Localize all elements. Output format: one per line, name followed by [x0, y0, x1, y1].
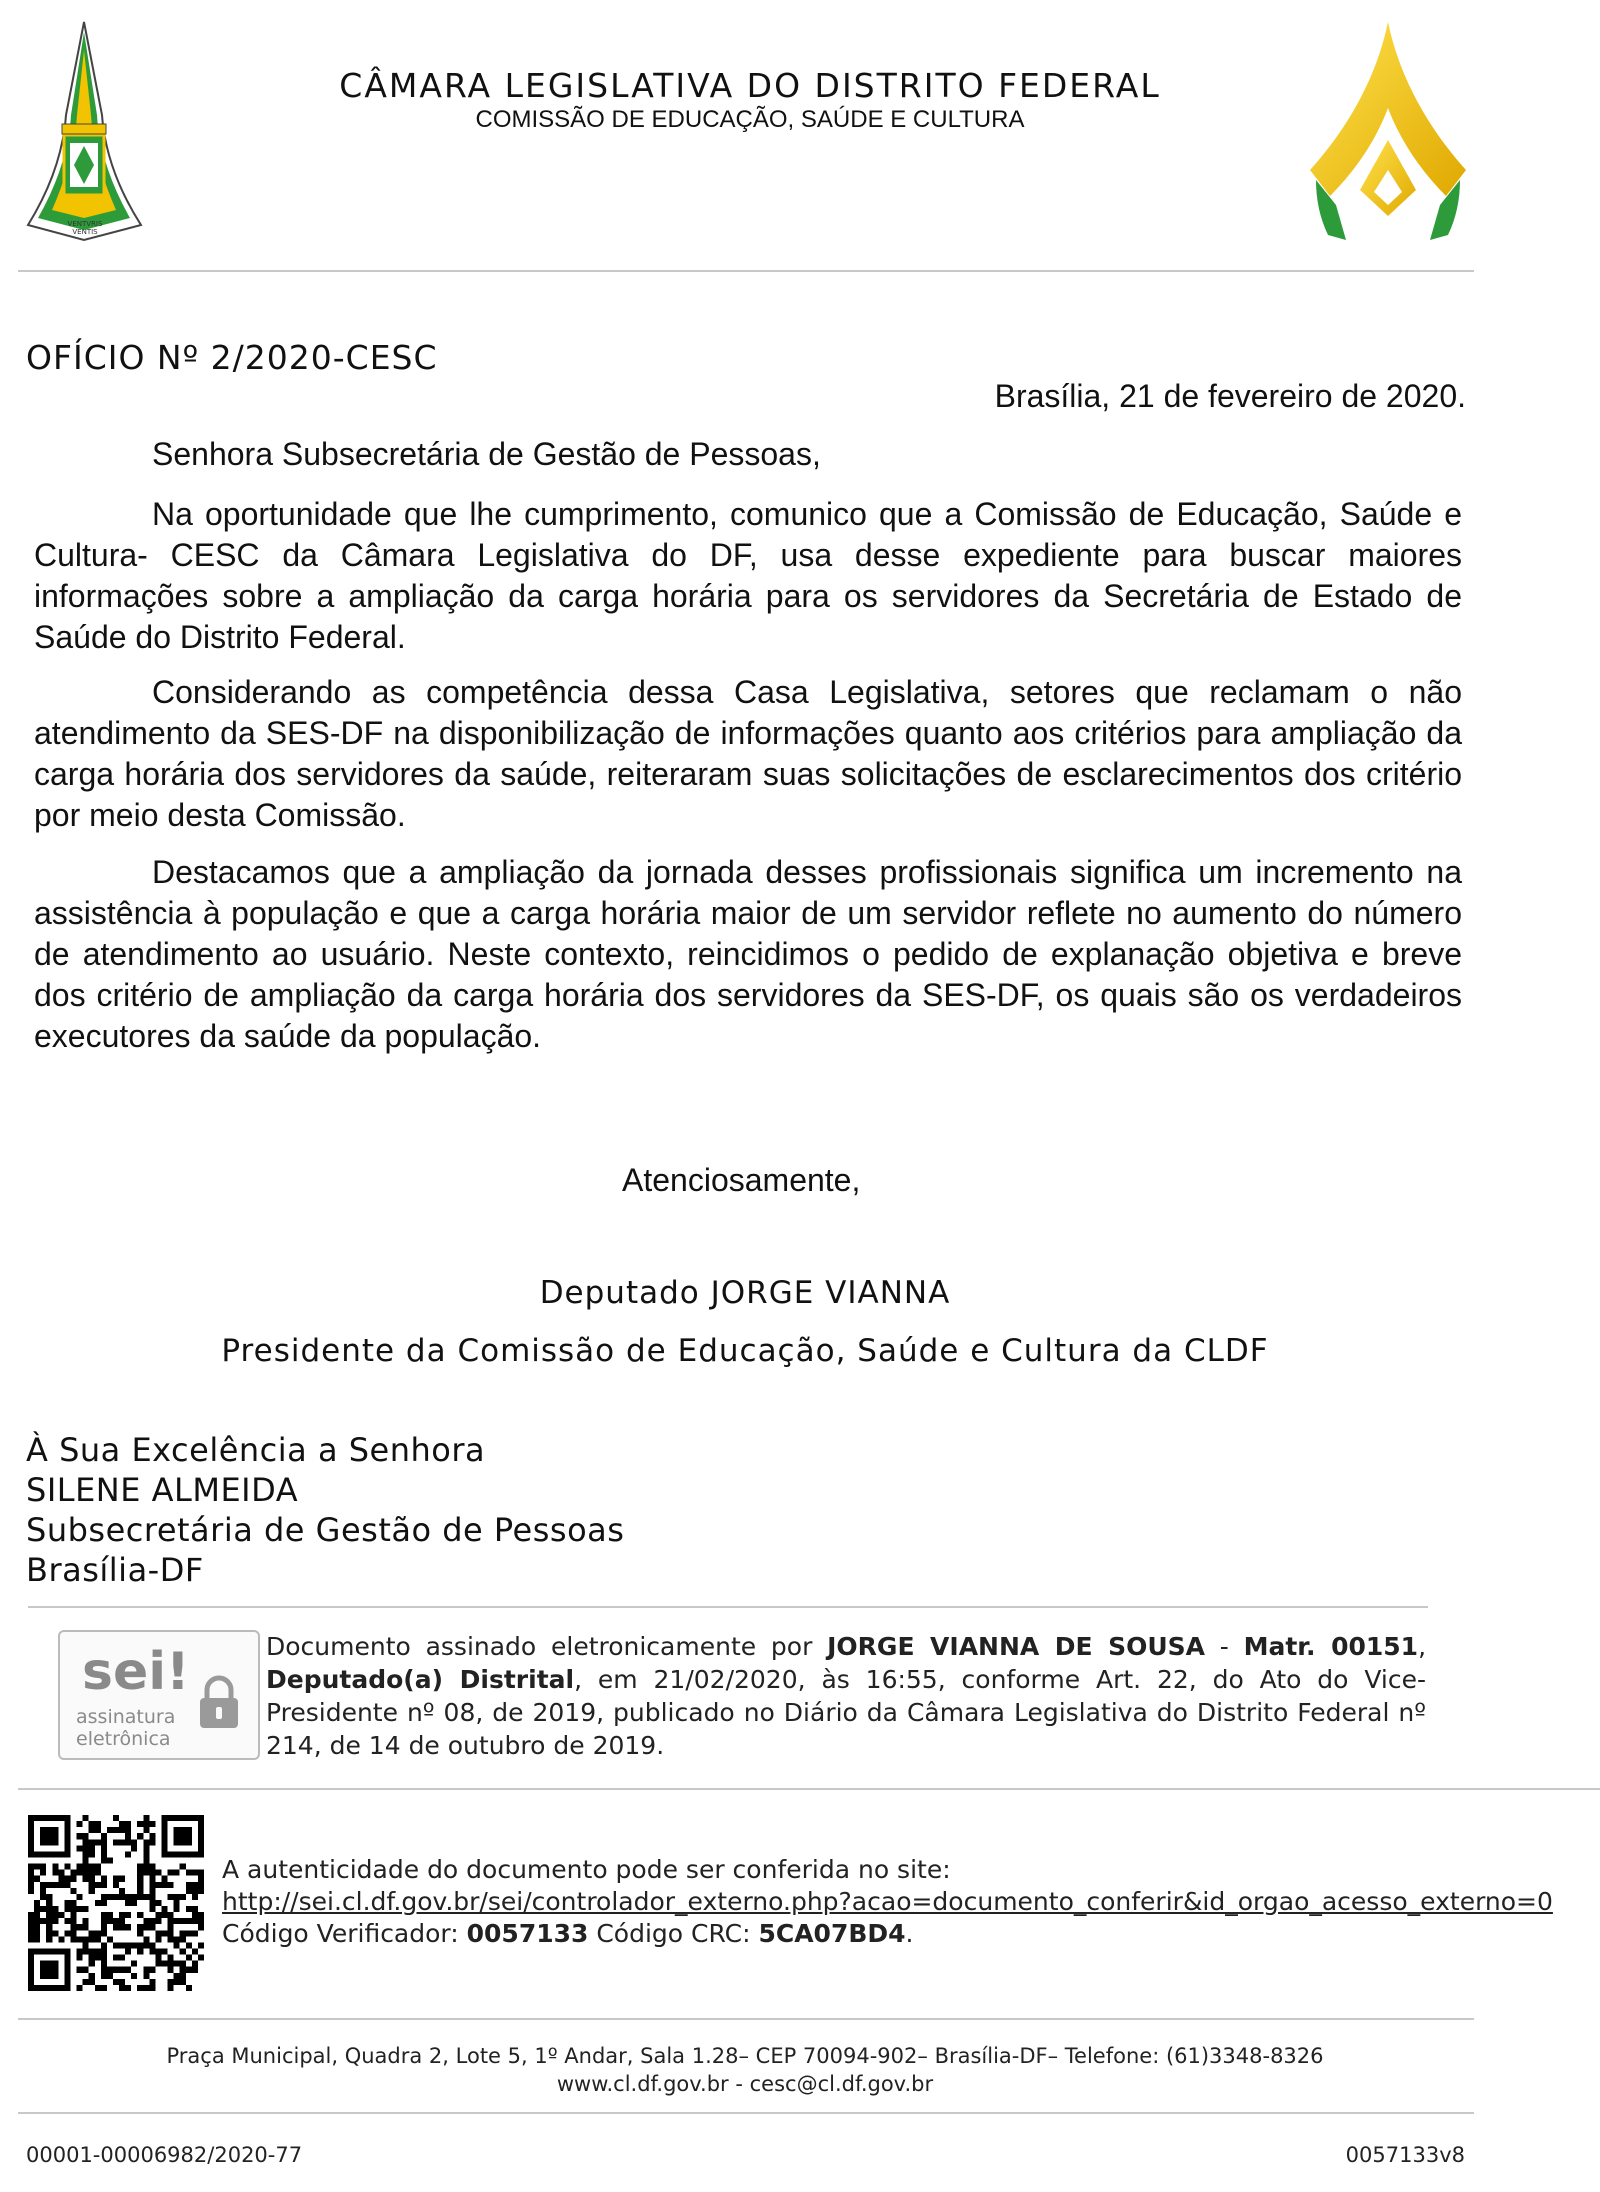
- signature-divider: [18, 1788, 1600, 1790]
- authenticity-divider: [18, 2018, 1474, 2020]
- recipient-block: [26, 1430, 624, 1590]
- sei-badge-line-2: eletrônica: [76, 1728, 171, 1750]
- recipient-title: Subsecretária de Gestão de Pessoas: [26, 1511, 625, 1549]
- header-divider: [18, 270, 1474, 272]
- recipient-divider: [28, 1606, 1428, 1608]
- padlock-icon: [196, 1674, 242, 1730]
- recipient-city: Brasília-DF: [26, 1551, 204, 1589]
- document-version: 0057133v8: [1345, 2143, 1465, 2167]
- footer-web: www.cl.df.gov.br - cesc@cl.df.gov.br: [556, 2072, 934, 2096]
- process-number: 00001-00006982/2020-77: [26, 2143, 303, 2167]
- paragraph-3: Destacamos que a ampliação da jornada desses profissionais significa um incremento na assistência à população e que a carga horária maior de um servidor reflete no aumento do número de atendimento ao usuário. Neste contexto, reincidimos o pedido de explanação objetiva e breve dos critério de ampliação da carga horária dos servidores da SES-DF, os quais são os verdadeiros executores da saúde da população.: [34, 854, 1462, 1054]
- paragraph-1: Na oportunidade que lhe cumprimento, comunico que a Comissão de Educação, Saúde e Cultura- CESC da Câmara Legislativa do DF, usa desse expediente para buscar maiores informações sobre a ampliação da carga horária para os servidores da Secretária de Estado de Saúde do Distrito Federal.: [34, 496, 1462, 655]
- coat-of-arms-motto: VENTVRIS VENTIS: [67, 220, 103, 236]
- authenticity-link[interactable]: http://sei.cl.df.gov.br/sei/controlador_externo.php?acao=documento_conferir&id_orgao_acesso_externo=0: [222, 1887, 1553, 1916]
- footer-address: Praça Municipal, Quadra 2, Lote 5, 1º Andar, Sala 1.28– CEP 70094-902– Brasília-DF– Telefone: (61)3348-8326: [166, 2044, 1324, 2068]
- footer-divider: [18, 2112, 1474, 2114]
- authenticity-block: [222, 1854, 1552, 1950]
- chamber-title: CÂMARA LEGISLATIVA DO DISTRITO FEDERAL: [339, 66, 1161, 105]
- recipient-name: SILENE ALMEIDA: [26, 1471, 299, 1509]
- signer-name: Deputado JORGE VIANNA: [539, 1275, 951, 1311]
- authenticity-intro: A autenticidade do documento pode ser conferida no site:: [222, 1855, 951, 1884]
- cldf-logo: [1306, 20, 1470, 246]
- letter-body: [34, 494, 1462, 658]
- office-number: OFÍCIO Nº 2/2020-CESC: [26, 338, 438, 377]
- verifier-code: 0057133: [466, 1919, 589, 1948]
- sei-badge-line-1: assinatura: [76, 1706, 176, 1728]
- letter-body-3: [34, 852, 1462, 1057]
- commission-subtitle: COMISSÃO DE EDUCAÇÃO, SAÚDE E CULTURA: [475, 106, 1025, 133]
- signer-role: Presidente da Comissão de Educação, Saúde e Cultura da CLDF: [221, 1333, 1269, 1369]
- e-signature-text: Documento assinado eletronicamente por JORGE VIANNA DE SOUSA - Matr. 00151, Deputado(a) Distrital, em 21/02/2020, às 16:55, conforme Art. 22, do Ato do Vice-Presidente nº 08, de 2019, publicado no Diário da Câmara Legislativa do Distrito Federal nº 214, de 14 de outubro de 2019.: [266, 1632, 1427, 1760]
- sei-signature-badge: [58, 1630, 260, 1760]
- signer-full-name: JORGE VIANNA DE SOUSA: [827, 1632, 1206, 1661]
- date-line: Brasília, 21 de fevereiro de 2020.: [994, 378, 1466, 414]
- closing: Atenciosamente,: [622, 1162, 861, 1198]
- signer-registration: Matr. 00151: [1243, 1632, 1419, 1661]
- crc-code: 5CA07BD4: [758, 1919, 906, 1948]
- verification-codes: Código Verificador: 0057133 Código CRC: 5CA07BD4.: [222, 1919, 914, 1948]
- paragraph-2: Considerando as competência dessa Casa Legislativa, setores que reclamam o não atendimento da SES-DF na disponibilização de informações quanto aos critérios para ampliação da carga horária dos servidores da saúde, reiteraram suas solicitações de esclarecimentos dos critério por meio desta Comissão.: [34, 674, 1462, 833]
- salutation: Senhora Subsecretária de Gestão de Pessoas,: [152, 436, 821, 472]
- qr-code-icon: [28, 1815, 204, 1991]
- sei-logo-text: sei!: [82, 1642, 190, 1702]
- recipient-line-1: À Sua Excelência a Senhora: [26, 1431, 486, 1469]
- letter-body-2: [34, 672, 1462, 836]
- signer-position: Deputado(a) Distrital: [266, 1665, 575, 1694]
